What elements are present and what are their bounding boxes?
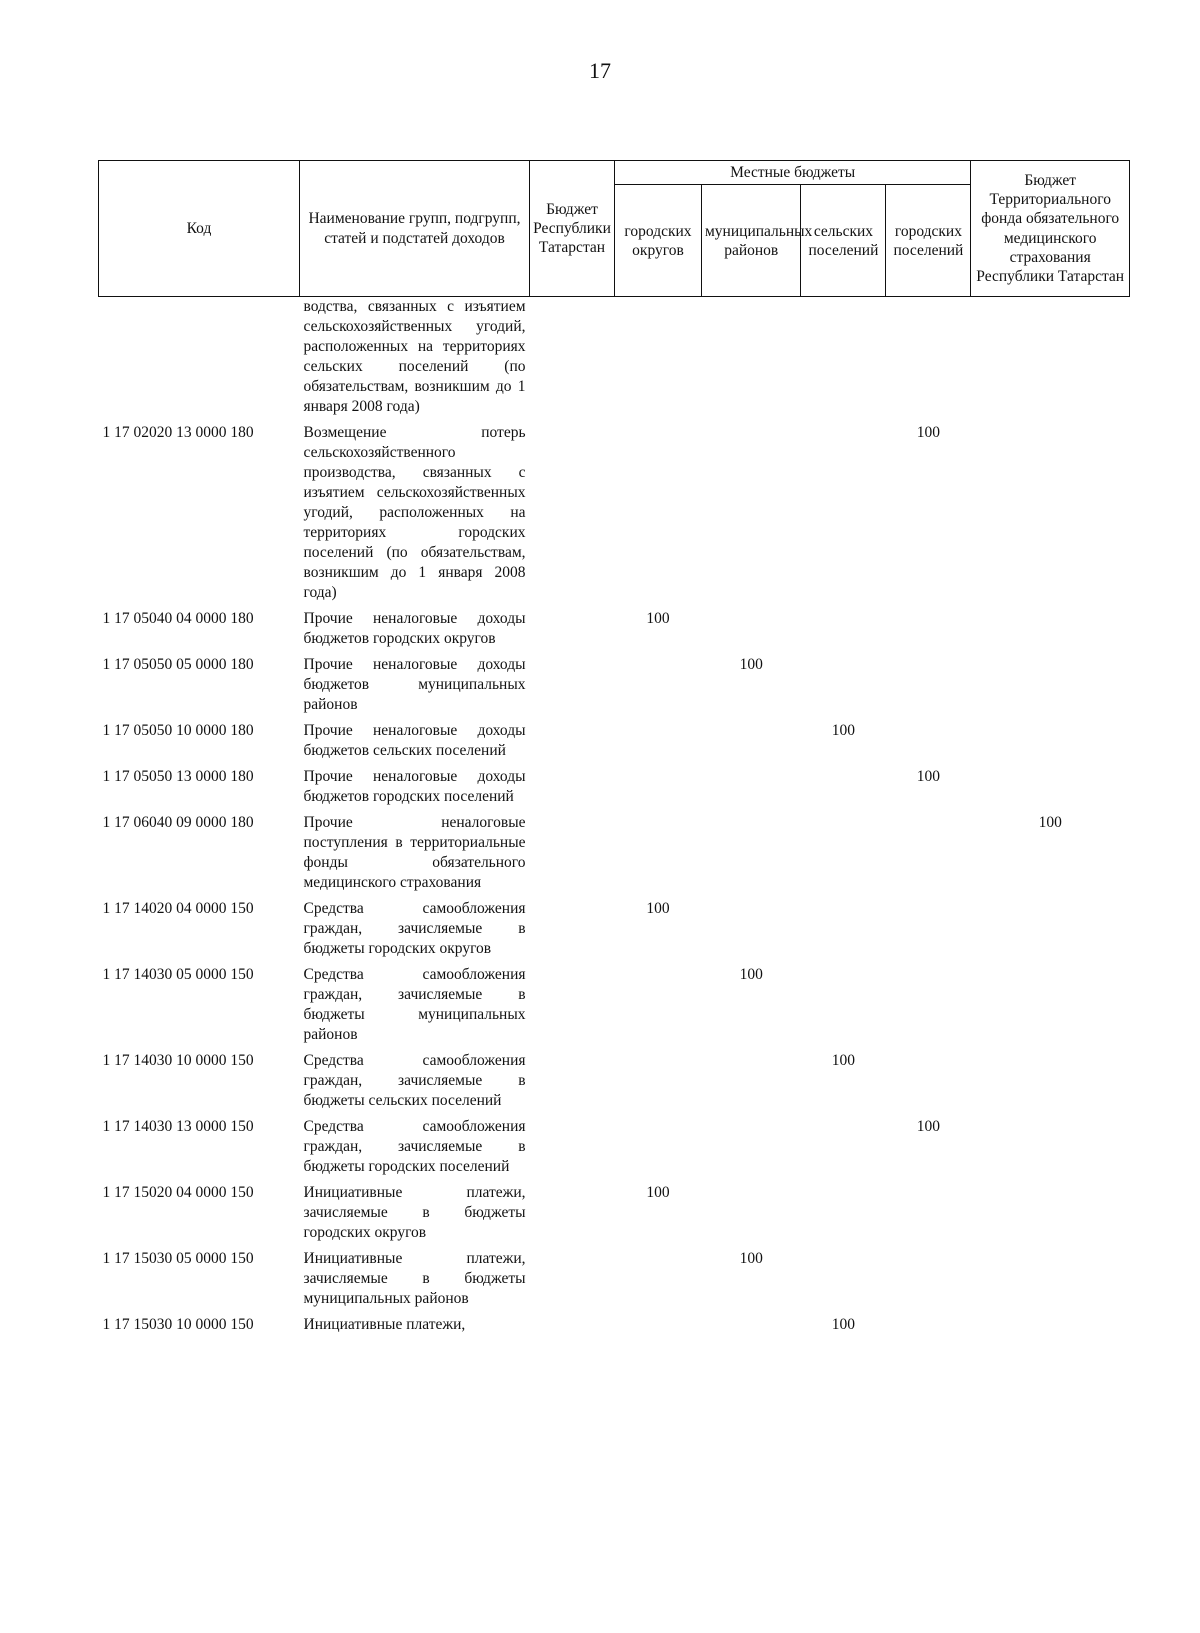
row-empty-cell [801, 655, 886, 721]
table-row [99, 1315, 1130, 1341]
row-empty-cell [886, 965, 971, 1051]
row-empty-cell [886, 1315, 971, 1341]
revenue-distribution-table [98, 160, 1130, 1341]
row-empty-cell [702, 721, 801, 767]
table-row [99, 965, 1130, 1051]
row-name: Средства самообложения граждан, зачисляемые в бюджеты сельских поселений [303, 1052, 526, 1110]
row-empty-cell [971, 767, 1130, 813]
row-value: 100 [739, 1250, 763, 1268]
row-empty-cell [702, 899, 801, 965]
header-rt-budget: Бюджет Республики Татарстан [530, 161, 615, 297]
row-empty-cell [801, 1183, 886, 1249]
row-empty-cell [614, 965, 701, 1051]
row-value: 100 [916, 424, 941, 442]
table-row [99, 899, 1130, 965]
table-row [99, 297, 1130, 424]
row-empty-cell [702, 767, 801, 813]
row-value: 100 [916, 1118, 941, 1136]
row-empty-cell [702, 1051, 801, 1117]
table-row [99, 609, 1130, 655]
row-empty-cell [530, 1051, 615, 1117]
row-value: 100 [739, 656, 763, 674]
row-code: 1 17 14030 13 0000 150 [102, 1118, 254, 1136]
header-fund-budget: Бюджет Территориального фонда обязательного медицинского страхования Республики Татарстан [971, 161, 1130, 297]
table-body [99, 297, 1130, 1342]
row-empty-cell [614, 1117, 701, 1183]
row-empty-cell [614, 767, 701, 813]
row-empty-cell [530, 1183, 615, 1249]
row-code: 1 17 05050 05 0000 180 [102, 656, 254, 674]
table-row [99, 1117, 1130, 1183]
row-empty-cell [614, 1315, 701, 1341]
row-empty-cell [614, 1051, 701, 1117]
row-empty-cell [614, 813, 701, 899]
header-name: Наименование групп, подгрупп, статей и подстатей доходов [300, 161, 530, 297]
row-empty-cell [801, 1249, 886, 1315]
row-empty-cell [801, 423, 886, 609]
table-row [99, 655, 1130, 721]
row-name: водства, связанных с изъятием сельскохозяйственных угодий, расположенных на территориях сельских поселений (по обязательствам, возникшим до 1 января 2008 года) [303, 298, 526, 416]
row-value: 100 [646, 1184, 670, 1202]
row-empty-cell [614, 1249, 701, 1315]
header-code: Код [99, 161, 300, 297]
row-empty-cell [702, 423, 801, 609]
row-empty-cell [886, 1183, 971, 1249]
row-empty-cell [702, 813, 801, 899]
row-empty-cell [614, 297, 701, 424]
row-name: Прочие неналоговые доходы бюджетов сельских поселений [303, 722, 526, 760]
header-rural-settlements: сельских поселений [801, 185, 886, 297]
row-empty-cell [971, 1183, 1130, 1249]
row-empty-cell [971, 721, 1130, 767]
row-empty-cell [971, 297, 1130, 424]
table-row [99, 721, 1130, 767]
row-empty-cell [614, 423, 701, 609]
row-code: 1 17 02020 13 0000 180 [102, 424, 254, 442]
row-empty-cell [530, 297, 615, 424]
row-empty-cell [886, 297, 971, 424]
table-row [99, 767, 1130, 813]
row-empty-cell [801, 767, 886, 813]
table-row [99, 1249, 1130, 1315]
row-empty-cell [886, 899, 971, 965]
row-empty-cell [801, 1117, 886, 1183]
row-empty-cell [702, 1183, 801, 1249]
row-code: 1 17 15020 04 0000 150 [102, 1184, 254, 1202]
row-empty-cell [971, 423, 1130, 609]
row-empty-cell [530, 423, 615, 609]
table-row [99, 1183, 1130, 1249]
row-empty-cell [886, 1051, 971, 1117]
row-empty-cell [614, 721, 701, 767]
row-code: 1 17 14030 10 0000 150 [102, 1052, 254, 1070]
row-empty-cell [886, 721, 971, 767]
row-name: Средства самообложения граждан, зачисляемые в бюджеты муниципальных районов [303, 966, 526, 1044]
header-urban-districts: городских округов [614, 185, 701, 297]
row-empty-cell [801, 965, 886, 1051]
row-empty-cell [614, 655, 701, 721]
row-empty-cell [702, 1315, 801, 1341]
row-empty-cell [530, 609, 615, 655]
row-empty-cell [886, 1249, 971, 1315]
row-name: Прочие неналоговые доходы бюджетов муниципальных районов [303, 656, 526, 714]
row-name: Возмещение потерь сельскохозяйственного производства, связанных с изъятием сельскохозяйственных угодий, расположенных на территориях городских поселений (по обязательствам, возникшим до 1 января 2008 года) [303, 424, 526, 602]
row-empty-cell [702, 609, 801, 655]
row-code [99, 297, 300, 424]
row-empty-cell [971, 1249, 1130, 1315]
row-empty-cell [530, 1249, 615, 1315]
row-name: Прочие неналоговые доходы бюджетов городских округов [303, 610, 526, 648]
row-name: Средства самообложения граждан, зачисляемые в бюджеты городских округов [303, 900, 526, 958]
row-empty-cell [530, 721, 615, 767]
table-row [99, 423, 1130, 609]
header-urban-settlements: городских поселений [886, 185, 971, 297]
row-value: 100 [831, 1316, 856, 1334]
row-empty-cell [530, 1315, 615, 1341]
row-value: 100 [916, 768, 941, 786]
row-name: Инициативные платежи, [303, 1316, 466, 1334]
row-value: 100 [739, 966, 763, 984]
row-empty-cell [530, 965, 615, 1051]
row-empty-cell [886, 813, 971, 899]
row-empty-cell [971, 899, 1130, 965]
row-name: Прочие неналоговые поступления в территориальные фонды обязательного медицинского страхования [303, 814, 526, 892]
row-empty-cell [530, 813, 615, 899]
row-empty-cell [530, 655, 615, 721]
row-empty-cell [971, 655, 1130, 721]
row-code: 1 17 05050 10 0000 180 [102, 722, 254, 740]
row-name: Средства самообложения граждан, зачисляемые в бюджеты городских поселений [303, 1118, 526, 1176]
row-code: 1 17 06040 09 0000 180 [102, 814, 254, 832]
row-empty-cell [886, 655, 971, 721]
row-name: Прочие неналоговые доходы бюджетов городских поселений [303, 768, 526, 806]
table-row [99, 813, 1130, 899]
row-empty-cell [801, 297, 886, 424]
page-number: 17 [589, 58, 611, 83]
row-empty-cell [530, 767, 615, 813]
row-empty-cell [971, 609, 1130, 655]
row-name: Инициативные платежи, зачисляемые в бюджеты муниципальных районов [303, 1250, 526, 1308]
row-value: 100 [831, 722, 856, 740]
row-empty-cell [886, 609, 971, 655]
row-code: 1 17 05050 13 0000 180 [102, 768, 254, 786]
row-empty-cell [801, 609, 886, 655]
row-empty-cell [530, 1117, 615, 1183]
header-municipal-districts: муниципальных районов [702, 185, 801, 297]
row-empty-cell [702, 1117, 801, 1183]
row-empty-cell [971, 965, 1130, 1051]
row-value: 100 [646, 900, 670, 918]
row-empty-cell [971, 1051, 1130, 1117]
row-empty-cell [530, 899, 615, 965]
row-value: 100 [831, 1052, 856, 1070]
row-value: 100 [1038, 814, 1062, 832]
row-code: 1 17 15030 05 0000 150 [102, 1250, 254, 1268]
table-row [99, 1051, 1130, 1117]
row-code: 1 17 14030 05 0000 150 [102, 966, 254, 984]
row-empty-cell [971, 1117, 1130, 1183]
row-code: 1 17 15030 10 0000 150 [102, 1316, 254, 1334]
row-empty-cell [801, 813, 886, 899]
row-code: 1 17 05040 04 0000 180 [102, 610, 254, 628]
row-empty-cell [702, 297, 801, 424]
row-value: 100 [646, 610, 670, 628]
row-empty-cell [971, 1315, 1130, 1341]
row-name: Инициативные платежи, зачисляемые в бюджеты городских округов [303, 1184, 526, 1242]
row-empty-cell [801, 899, 886, 965]
header-local-budgets: Местные бюджеты [614, 161, 970, 185]
row-code: 1 17 14020 04 0000 150 [102, 900, 254, 918]
